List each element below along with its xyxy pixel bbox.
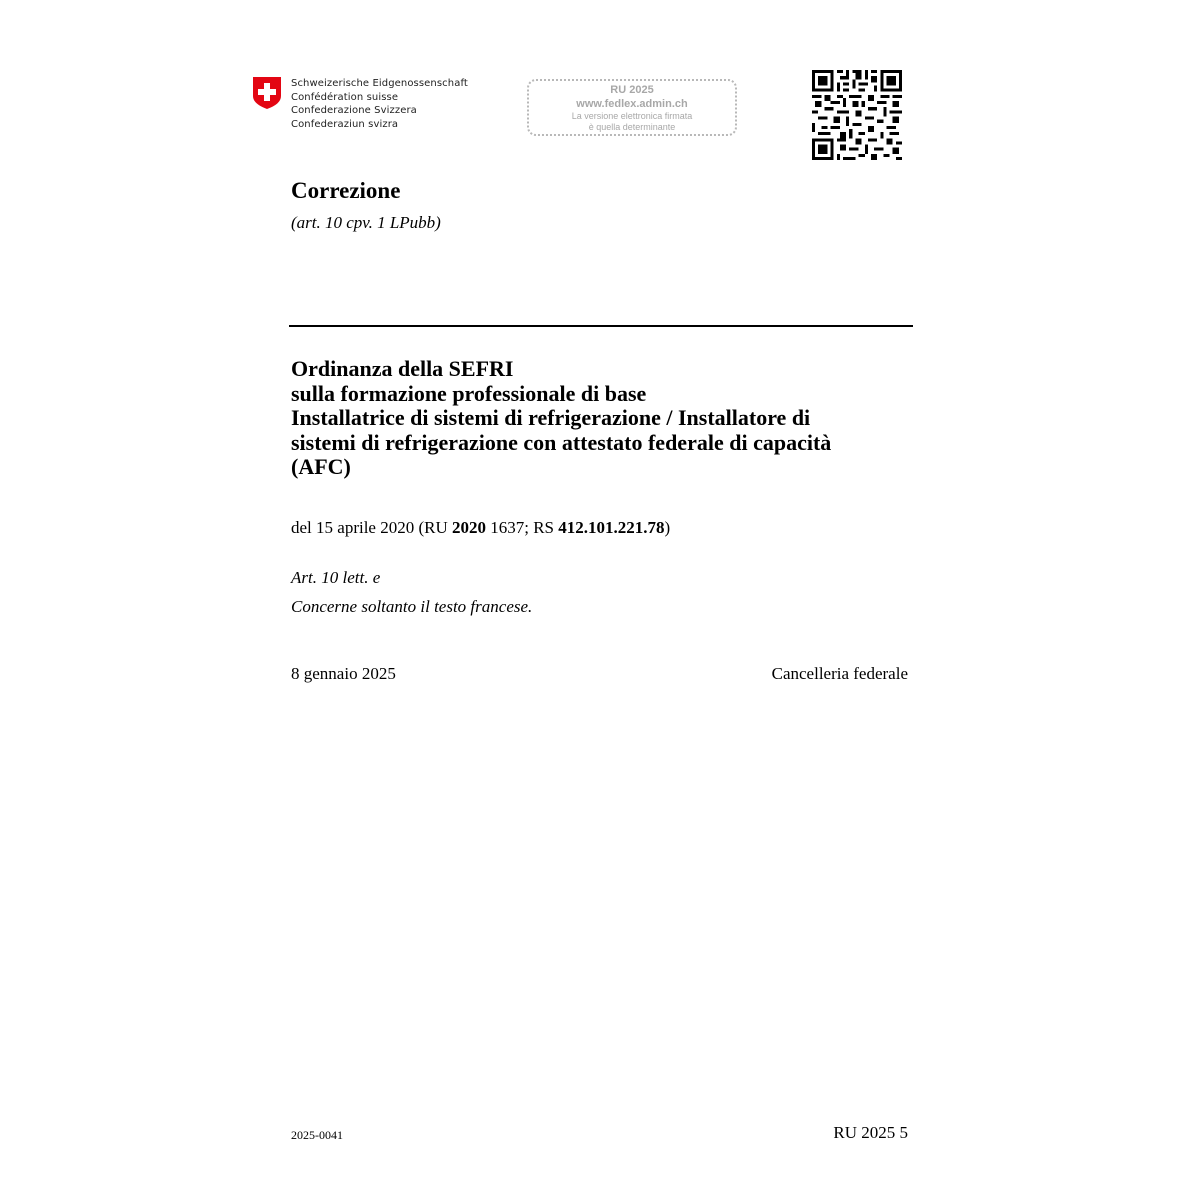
- page-reference: RU 2025 5: [833, 1123, 908, 1142]
- qr-code-icon[interactable]: [812, 70, 902, 160]
- date-suffix: ): [664, 518, 671, 537]
- divider: [289, 325, 913, 327]
- confederation-line-it: Confederazione Svizzera: [291, 105, 417, 116]
- article-reference: Art. 10 lett. e: [291, 568, 381, 587]
- confederation-line-fr: Confédération suisse: [291, 91, 399, 103]
- swiss-cross-icon: [252, 76, 282, 110]
- ru-page: 1637; RS: [486, 518, 559, 537]
- publication-stamp: [527, 79, 737, 136]
- stamp-note-1: La versione elettronica firmata: [571, 111, 693, 121]
- page-title: Correzione: [291, 178, 401, 203]
- rs-number[interactable]: 412.101.221.78: [558, 518, 665, 537]
- ordinance-title-line: (AFC): [291, 454, 351, 479]
- ordinance-title-line: Ordinanza della SEFRI: [291, 356, 514, 381]
- ordinance-title: [291, 357, 911, 480]
- ordinance-title-line: sistemi di refrigerazione con attestato federale di capacità: [291, 429, 832, 455]
- confederation-names: [291, 77, 468, 131]
- date-prefix: del 15 aprile 2020 (RU: [291, 518, 452, 537]
- document-number: 2025-0041: [291, 1128, 343, 1142]
- legal-basis: (art. 10 cpv. 1 LPubb): [291, 213, 441, 232]
- ru-year[interactable]: 2020: [452, 518, 486, 537]
- ordinance-title-line: sulla formazione professionale di base: [291, 380, 647, 406]
- stamp-url: www.fedlex.admin.ch: [576, 98, 688, 110]
- ordinance-date-reference: [291, 518, 670, 538]
- issuing-authority: Cancelleria federale: [771, 664, 908, 683]
- stamp-ru: RU 2025: [610, 84, 654, 96]
- confederation-line-de: Schweizerische Eidgenossenschaft: [291, 78, 468, 89]
- ordinance-title-line: Installatrice di sistemi di refrigerazione / Installatore di: [291, 405, 811, 430]
- correction-note: Concerne soltanto il testo francese.: [291, 597, 533, 616]
- confederation-line-rm: Confederaziun svizra: [291, 118, 399, 130]
- signature-date: 8 gennaio 2025: [291, 664, 396, 683]
- stamp-note-2: è quella determinante: [588, 122, 676, 132]
